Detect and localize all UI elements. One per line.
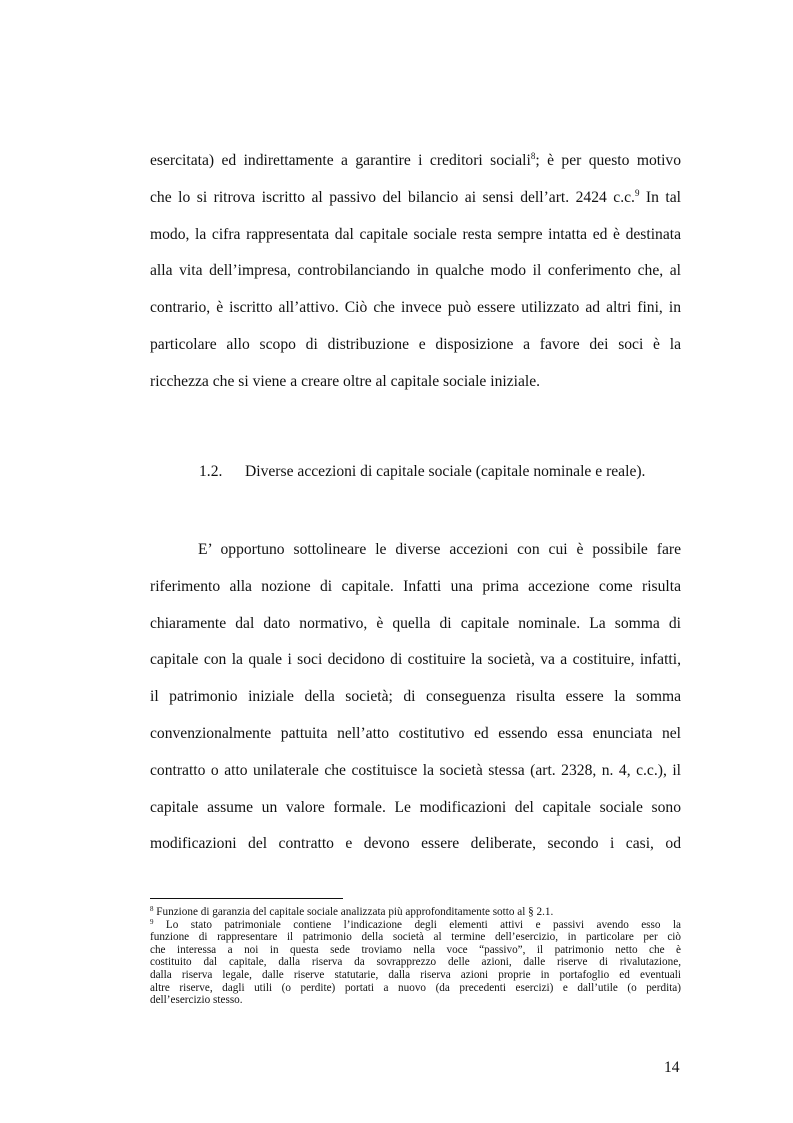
line-text: dell’esercizio stesso. — [150, 994, 243, 1007]
text-line — [150, 687, 681, 707]
line-text-tail: In tal — [639, 188, 681, 206]
line-text: alla vita dell’impresa, controbilanciando in qualche modo il conferimento che, al — [150, 262, 681, 280]
text-line — [150, 261, 681, 281]
text-line — [198, 540, 681, 560]
footnote-line — [150, 956, 681, 969]
line-text: altre riserve, dagli utili (o perdite) portati a nuovo (da precedenti esercizi) e dall’utile (o perdita) — [150, 981, 681, 994]
line-text: funzione di rappresentare il patrimonio della società al termine dell’esercizio, in particolare per ciò — [150, 931, 681, 944]
line-text: costituito dal capitale, dalla riserva da sovrapprezzo delle azioni, dalle riserve di rivalutazione, — [150, 956, 681, 969]
line-text: E’ opportuno sottolineare le diverse accezioni con cui è possibile fare — [198, 541, 681, 558]
line-text: Lo stato patrimoniale contiene l’indicazione degli elementi attivi e passivi avendo esso la — [153, 918, 681, 931]
text-line — [150, 151, 681, 171]
footnote-reference: 9 — [634, 187, 640, 198]
text-line — [150, 614, 681, 634]
line-text: ricchezza che si viene a creare oltre al capitale sociale iniziale. — [150, 372, 541, 390]
text-line — [150, 834, 681, 854]
footnote-line — [150, 994, 681, 1007]
line-text: contratto o atto unilaterale che costituisce la società stessa (art. 2328, n. 4, c.c.), il — [150, 761, 681, 779]
text-line — [150, 798, 681, 818]
line-text: convenzionalmente pattuita nell’atto costitutivo ed essendo essa enunciata nel — [150, 725, 681, 742]
footnote-reference: 8 — [530, 151, 536, 161]
text-line — [150, 372, 681, 392]
text-line — [150, 335, 681, 355]
text-line — [150, 650, 681, 670]
footnote-marker: 8 — [150, 905, 154, 913]
line-text: capitale con la quale i soci decidono di costituire la società, va a costituire, infatti, — [150, 651, 681, 669]
line-text: capitale assume un valore formale. Le modificazioni del capitale sociale sono — [150, 798, 681, 816]
line-text: il patrimonio iniziale della società; di conseguenza risulta essere la somma — [150, 688, 681, 706]
text-line — [150, 577, 681, 597]
text-line — [150, 298, 681, 318]
line-text-tail: ; è per questo motivo — [535, 152, 682, 169]
text-line — [150, 225, 681, 245]
footnote-line — [150, 944, 681, 957]
page-number: 14 — [664, 1059, 680, 1076]
footnote-marker: 9 — [150, 917, 154, 926]
line-text: modificazioni del contratto e devono essere deliberate, secondo i casi, od — [150, 835, 681, 853]
footnote-line — [150, 931, 681, 944]
text-line — [150, 761, 681, 781]
line-text: che interessa a noi in questa sede troviamo nella voce “passivo”, il patrimonio netto che è — [150, 943, 681, 956]
text-line — [150, 724, 681, 744]
section-heading — [199, 462, 645, 482]
footnote-line — [150, 906, 681, 919]
line-text: chiaramente dal dato normativo, è quella di capitale nominale. La somma di — [150, 614, 681, 632]
footnote-separator — [150, 898, 343, 899]
footnote-line — [150, 969, 681, 982]
line-text: dalla riserva legale, dalle riserve statutarie, dalla riserva azioni proprie in portafoglio ed eventuali — [150, 969, 681, 981]
section-title: Diverse accezioni di capitale sociale (capitale nominale e reale). — [245, 463, 646, 480]
line-text: particolare allo scopo di distribuzione e disposizione a favore dei soci è la — [150, 336, 681, 353]
line-text: modo, la cifra rappresentata dal capitale sociale resta sempre intatta ed è destinata — [150, 225, 681, 243]
line-text: esercitata) ed indirettamente a garantire i creditori sociali — [150, 152, 531, 169]
line-text: riferimento alla nozione di capitale. Infatti una prima accezione come risulta — [150, 577, 681, 595]
line-text: che lo si ritrova iscritto al passivo del bilancio ai sensi dell’art. 2424 c.c. — [150, 188, 635, 206]
section-number: 1.2. — [199, 463, 223, 480]
footnote-line — [150, 919, 681, 932]
line-text: contrario, è iscritto all’attivo. Ciò che invece può essere utilizzato ad altri fini, in — [150, 299, 681, 317]
footnote-line — [150, 982, 681, 995]
line-text: Funzione di garanzia del capitale sociale analizzata più approfonditamente sotto al § 2.1. — [153, 906, 554, 918]
text-line — [150, 188, 681, 208]
